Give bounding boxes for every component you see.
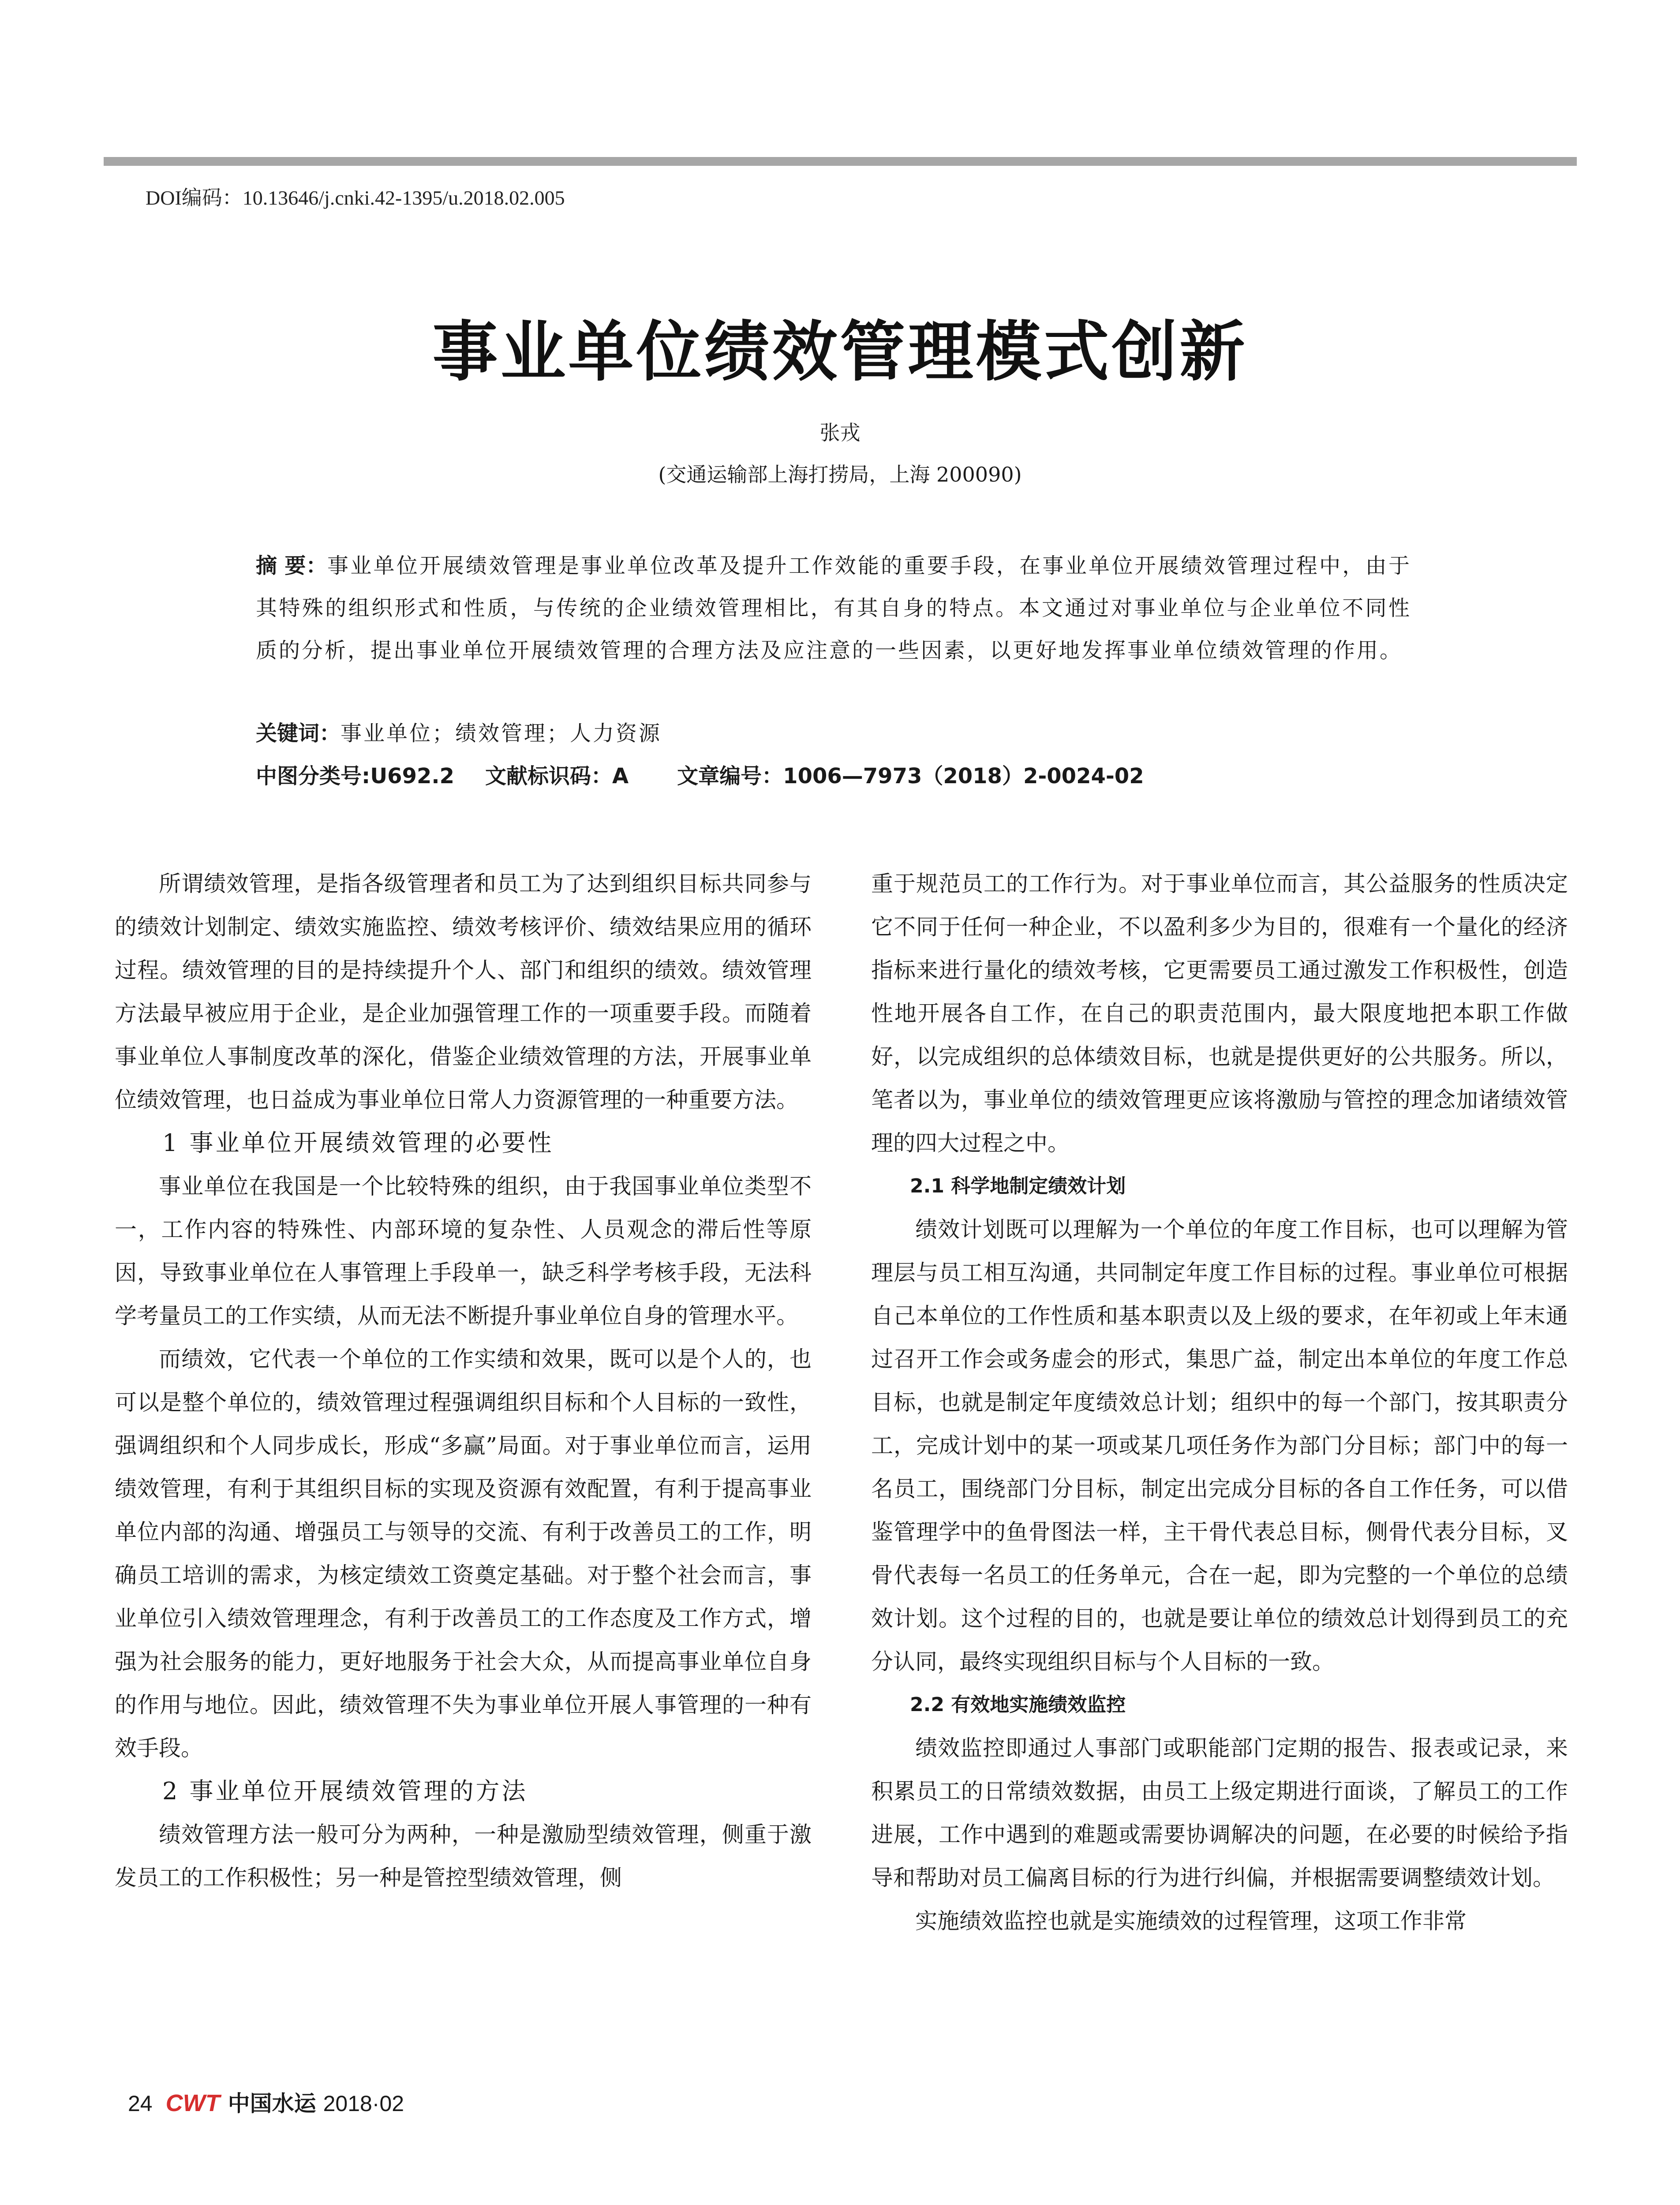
page-number: 24 <box>128 2091 153 2116</box>
paragraph: 而绩效，它代表一个单位的工作实绩和效果，既可以是个人的，也可以是整个单位的，绩效管理过程强调组织目标和个人目标的一致性，强调组织和个人同步成长，形成“多赢”局面。对于事业单位而言，运用绩效管理，有利于其组织目标的实现及资源有效配置，有利于提高事业单位内部的沟通、增强员工与领导的交流、有利于改善员工的工作，明确员工培训的需求，为核定绩效工资奠定基础。对于整个社会而言，事业单位引入绩效管理理念，有利于改善员工的工作态度及工作方式，增强为社会服务的能力，更好地服务于社会大众，从而提高事业单位自身的作用与地位。因此，绩效管理不失为事业单位开展人事管理的一种有效手段。 <box>115 1346 812 1761</box>
journal-name: 中国水运 <box>228 2091 316 2116</box>
keywords <box>256 712 1411 755</box>
abstract <box>256 545 1411 672</box>
author-name: 张戎 <box>819 421 861 445</box>
journal-logo: CWT <box>165 2090 220 2116</box>
classification-line <box>256 755 1411 797</box>
paragraph: 绩效监控即通过人事部门或职能部门定期的报告、报表或记录，来积累员工的日常绩效数据，由员工上级定期进行面谈，了解员工的工作进展，工作中遇到的难题或需要协调解决的问题，在必要的时候给予指导和帮助对员工偏离目标的行为进行纠偏，并根据需要调整绩效计划。 <box>871 1735 1568 1891</box>
section-heading-2: 2 事业单位开展绩效管理的方法 <box>162 1777 528 1805</box>
abstract-label: 摘 要： <box>256 553 327 578</box>
subsection-heading-2-1: 2.1 科学地制定绩效计划 <box>910 1175 1126 1197</box>
keywords-text: 事业单位；绩效管理；人力资源 <box>340 721 662 746</box>
paragraph: 重于规范员工的工作行为。对于事业单位而言，其公益服务的性质决定它不同于任何一种企业，不以盈利多少为目的，很难有一个量化的经济指标来进行量化的绩效考核，它更需要员工通过激发工作积极性，创造性地开展各自工作，在自己的职责范围内，最大限度地把本职工作做好，以完成组织的总体绩效目标，也就是提供更好的公共服务。所以，笔者以为，事业单位的绩效管理更应该将激励与管控的理念加诸绩效管理的四大过程之中。 <box>871 871 1568 1156</box>
doi-line: DOI编码：10.13646/j.cnki.42-1395/u.2018.02.005 <box>146 187 565 209</box>
article-title: 事业单位绩效管理模式创新 <box>432 313 1248 390</box>
journal-issue: 2018·02 <box>323 2091 404 2116</box>
header-rule <box>104 157 1577 166</box>
author-affiliation: (交通运输部上海打捞局，上海 200090) <box>658 463 1022 486</box>
article-number: 文章编号：1006—7973（2018）2-0024-02 <box>677 764 1144 789</box>
left-column <box>115 862 812 1899</box>
paragraph: 事业单位在我国是一个比较特殊的组织，由于我国事业单位类型不一，工作内容的特殊性、内部环境的复杂性、人员观念的滞后性等原因，导致事业单位在人事管理上手段单一，缺乏科学考核手段，无法科学考量员工的工作实绩，从而无法不断提升事业单位自身的管理水平。 <box>115 1174 812 1329</box>
paragraph: 绩效计划既可以理解为一个单位的年度工作目标，也可以理解为管理层与员工相互沟通，共同制定年度工作目标的过程。事业单位可根据自己本单位的工作性质和基本职责以及上级的要求，在年初或上年末通过召开工作会或务虚会的形式，集思广益，制定出本单位的年度工作总目标，也就是制定年度绩效总计划；组织中的每一个部门，按其职责分工，完成计划中的某一项或某几项任务作为部门分目标；部门中的每一名员工，围绕部门分目标，制定出完成分目标的各自工作任务，可以借鉴管理学中的鱼骨图法一样，主干骨代表总目标，侧骨代表分目标，叉骨代表每一名员工的任务单元，合在一起，即为完整的一个单位的总绩效计划。这个过程的目的，也就是要让单位的绩效总计划得到员工的充分认同，最终实现组织目标与个人目标的一致。 <box>871 1217 1568 1674</box>
document-code: 文献标识码：A <box>485 764 629 789</box>
keywords-label: 关键词： <box>256 721 341 746</box>
subsection-heading-2-2: 2.2 有效地实施绩效监控 <box>910 1693 1126 1716</box>
clc-number: 中图分类号:U692.2 <box>256 764 455 789</box>
paragraph: 所谓绩效管理，是指各级管理者和员工为了达到组织目标共同参与的绩效计划制定、绩效实施监控、绩效考核评价、绩效结果应用的循环过程。绩效管理的目的是持续提升个人、部门和组织的绩效。绩效管理方法最早被应用于企业，是企业加强管理工作的一项重要手段。而随着事业单位人事制度改革的深化，借鉴企业绩效管理的方法，开展事业单位绩效管理，也日益成为事业单位日常人力资源管理的一种重要方法。 <box>115 871 812 1113</box>
abstract-text: 事业单位开展绩效管理是事业单位改革及提升工作效能的重要手段，在事业单位开展绩效管理过程中，由于其特殊的组织形式和性质，与传统的企业绩效管理相比，有其自身的特点。本文通过对事业单位与企业单位不同性质的分析，提出事业单位开展绩效管理的合理方法及应注意的一些因素，以更好地发挥事业单位绩效管理的作用。 <box>256 553 1411 663</box>
paragraph: 实施绩效监控也就是实施绩效的过程管理，这项工作非常 <box>915 1908 1467 1934</box>
paragraph: 绩效管理方法一般可分为两种，一种是激励型绩效管理，侧重于激发员工的工作积极性；另一种是管控型绩效管理，侧 <box>115 1822 812 1891</box>
page-footer <box>128 2086 404 2118</box>
right-column <box>871 862 1568 1943</box>
section-heading-1: 1 事业单位开展绩效管理的必要性 <box>162 1129 554 1157</box>
